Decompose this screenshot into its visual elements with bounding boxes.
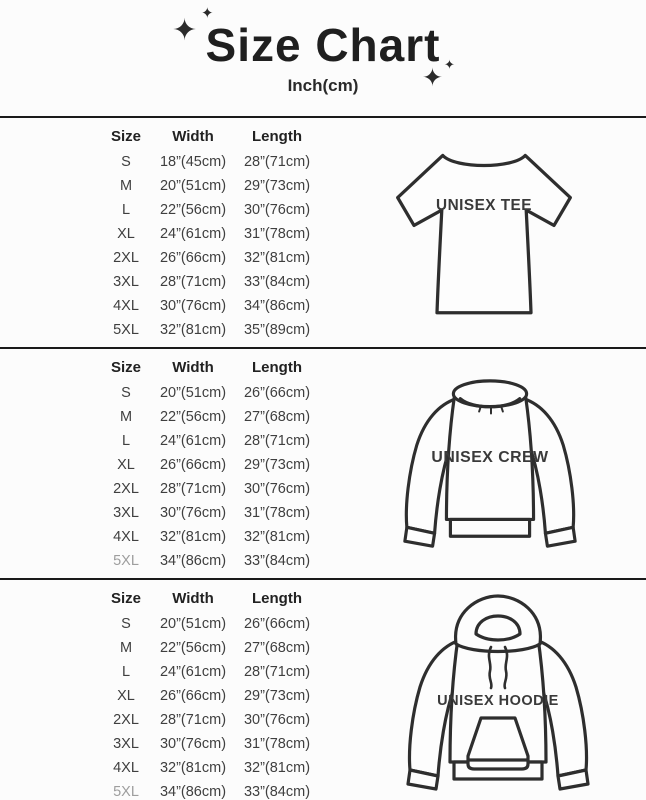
cell-length: 32”(81cm) [243, 250, 311, 266]
cell-size: XL [117, 226, 135, 242]
table-header-row [100, 355, 320, 381]
table-row [100, 174, 320, 198]
cell-size: XL [117, 457, 135, 473]
hoodie-illustration [398, 590, 598, 800]
cell-length: 32”(81cm) [243, 529, 311, 545]
column-header-length: Length [252, 359, 302, 376]
sparkle-icon: ✦ [444, 57, 455, 72]
cell-length: 28”(71cm) [243, 664, 311, 680]
column-header-width: Width [172, 590, 214, 607]
table-row [100, 318, 320, 342]
cell-length: 31”(78cm) [243, 736, 311, 752]
header [0, 0, 646, 118]
size-table-hoodie [100, 586, 320, 800]
cell-length: 27”(68cm) [243, 640, 311, 656]
cell-length: 29”(73cm) [243, 457, 311, 473]
table-row [100, 780, 320, 800]
table-row [100, 270, 320, 294]
cell-size: S [121, 385, 131, 401]
column-header-width: Width [172, 128, 214, 145]
cell-width: 28”(71cm) [159, 274, 227, 290]
crew-illustration [391, 367, 589, 560]
cell-size: 5XL [113, 553, 139, 569]
sparkle-icon: ✦ [422, 64, 443, 92]
cell-length: 26”(66cm) [243, 616, 311, 632]
cell-size: M [119, 409, 133, 425]
cell-size: S [121, 154, 131, 170]
cell-length: 34”(86cm) [243, 298, 311, 314]
cell-width: 26”(66cm) [159, 250, 227, 266]
cell-width: 30”(76cm) [159, 298, 227, 314]
table-row [100, 381, 320, 405]
cell-size: 3XL [113, 274, 139, 290]
cell-width: 26”(66cm) [159, 457, 227, 473]
hoodie-label: UNISEX HOODIE [437, 693, 559, 709]
table-row [100, 222, 320, 246]
cell-width: 28”(71cm) [159, 712, 227, 728]
table-row [100, 612, 320, 636]
column-header-size: Size [110, 128, 141, 145]
column-header-width: Width [172, 359, 214, 376]
cell-width: 34”(86cm) [159, 553, 227, 569]
cell-size: L [121, 202, 131, 218]
cell-length: 30”(76cm) [243, 481, 311, 497]
cell-length: 27”(68cm) [243, 409, 311, 425]
cell-width: 26”(66cm) [159, 688, 227, 704]
cell-size: M [119, 178, 133, 194]
cell-length: 28”(71cm) [243, 154, 311, 170]
cell-width: 20”(51cm) [159, 616, 227, 632]
cell-size: XL [117, 688, 135, 704]
table-body [100, 381, 320, 573]
cell-width: 32”(81cm) [159, 529, 227, 545]
cell-length: 31”(78cm) [243, 505, 311, 521]
table-row [100, 549, 320, 573]
cell-size: 2XL [113, 481, 139, 497]
size-table-tee [100, 124, 320, 342]
section-unisex-crew [0, 349, 646, 580]
column-header-size: Size [110, 590, 141, 607]
cell-width: 28”(71cm) [159, 481, 227, 497]
cell-size: L [121, 433, 131, 449]
table-row [100, 756, 320, 780]
cell-length: 26”(66cm) [243, 385, 311, 401]
cell-width: 32”(81cm) [159, 760, 227, 776]
cell-size: 4XL [113, 529, 139, 545]
column-header-length: Length [252, 128, 302, 145]
table-row [100, 732, 320, 756]
cell-width: 22”(56cm) [159, 640, 227, 656]
cell-size: L [121, 664, 131, 680]
section-unisex-hoodie [0, 580, 646, 800]
cell-width: 22”(56cm) [159, 202, 227, 218]
column-header-size: Size [110, 359, 141, 376]
cell-size: 4XL [113, 760, 139, 776]
table-row [100, 246, 320, 270]
table-row [100, 636, 320, 660]
table-row [100, 150, 320, 174]
crew-label: UNISEX CREW [431, 449, 549, 467]
cell-width: 20”(51cm) [159, 178, 227, 194]
cell-width: 22”(56cm) [159, 409, 227, 425]
table-header-row [100, 124, 320, 150]
section-unisex-tee [0, 118, 646, 349]
cell-width: 30”(76cm) [159, 736, 227, 752]
table-row [100, 453, 320, 477]
tshirt-drawing-icon [388, 142, 580, 329]
table-row [100, 525, 320, 549]
tee-label: UNISEX TEE [436, 197, 532, 215]
cell-length: 30”(76cm) [243, 712, 311, 728]
cell-length: 32”(81cm) [243, 760, 311, 776]
cell-size: 3XL [113, 736, 139, 752]
table-row [100, 477, 320, 501]
cell-length: 33”(84cm) [243, 553, 311, 569]
table-row [100, 708, 320, 732]
cell-width: 32”(81cm) [159, 322, 227, 338]
table-body [100, 150, 320, 342]
cell-width: 18”(45cm) [159, 154, 227, 170]
cell-size: 2XL [113, 712, 139, 728]
sweatshirt-drawing-icon [391, 367, 589, 560]
cell-width: 30”(76cm) [159, 505, 227, 521]
cell-width: 34”(86cm) [159, 784, 227, 800]
cell-width: 24”(61cm) [159, 226, 227, 242]
cell-size: 5XL [113, 784, 139, 800]
cell-length: 31”(78cm) [243, 226, 311, 242]
cell-width: 24”(61cm) [159, 664, 227, 680]
cell-width: 24”(61cm) [159, 433, 227, 449]
sparkle-icon: ✦ [201, 5, 214, 22]
table-row [100, 429, 320, 453]
table-row [100, 684, 320, 708]
table-row [100, 294, 320, 318]
cell-size: 4XL [113, 298, 139, 314]
sparkle-icon: ✦ [172, 14, 198, 47]
cell-length: 29”(73cm) [243, 688, 311, 704]
table-row [100, 660, 320, 684]
cell-width: 20”(51cm) [159, 385, 227, 401]
cell-size: 2XL [113, 250, 139, 266]
cell-length: 33”(84cm) [243, 274, 311, 290]
hoodie-drawing-icon [398, 590, 598, 800]
cell-length: 29”(73cm) [243, 178, 311, 194]
page-title: Size Chart [205, 19, 441, 71]
units-subtitle: Inch(cm) [287, 76, 359, 95]
cell-size: M [119, 640, 133, 656]
cell-length: 28”(71cm) [243, 433, 311, 449]
cell-length: 30”(76cm) [243, 202, 311, 218]
cell-length: 33”(84cm) [243, 784, 311, 800]
table-row [100, 501, 320, 525]
cell-size: 5XL [113, 322, 139, 338]
table-body [100, 612, 320, 800]
tee-illustration [388, 142, 580, 329]
cell-size: S [121, 616, 131, 632]
cell-length: 35”(89cm) [243, 322, 311, 338]
cell-size: 3XL [113, 505, 139, 521]
table-row [100, 405, 320, 429]
size-table-crew [100, 355, 320, 573]
table-header-row [100, 586, 320, 612]
table-row [100, 198, 320, 222]
column-header-length: Length [252, 590, 302, 607]
